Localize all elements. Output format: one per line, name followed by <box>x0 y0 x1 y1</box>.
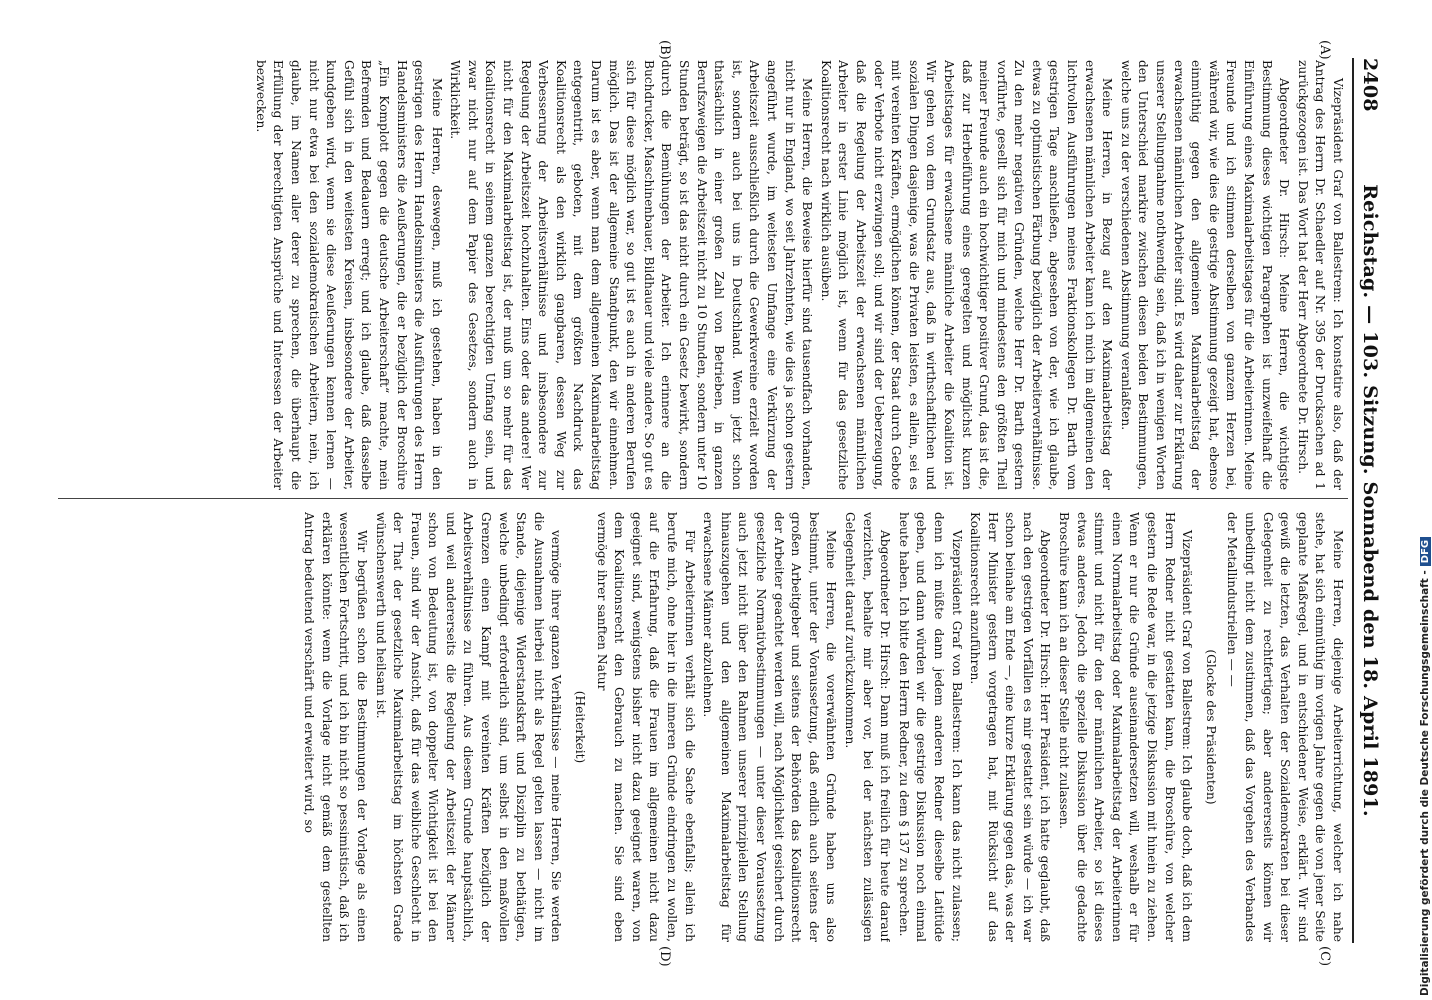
paragraph: Abgeordneter Dr. Hirsch: Herr Präsident, ich hatte geglaubt, daß nach den gestrigen Vorfällen es mir gestattet sein würde — ich war schon beinahe am Ende —, eine kurze Erklärung gegen das, was der Herr Minister gestern vorgetragen hat, mit Rücksicht auf das Koalitionsrecht anzuführen. <box>968 512 1053 942</box>
paragraph: Meine Herren, in Bezug auf den Maximalarbeitstag der erwachsenen männlichen Arbeiter kann ich mich im allgemeinen den lichtvollen Ausführungen meines Fraktionskollegen Dr. Barth vom gestrigen Tage anschließen, abgesehen von der, wie ich glaube, etwas zu optimistischen Färbung bezüglich der Arbeiterverhältnisse. Zu den mehr negativen Gründen, welche Herr Dr. Barth gestern vorführte, gesellt sich für mich und mindestens den größten Theil meiner Freunde auch ein hochwichtiger positiver Grund, das ist die, daß zur Herbeiführung eines geregelten und möglichst kurzen Arbeitstages für erwachsene männliche Arbeiter die Koalition ist. Wir gehen von dem Grundsatz aus, daß in wirthschaftlichen und sozialen Dingen dasjenige, was die Privaten leisten, es allein, sei es mit vereinten Kräften, ermöglichen können, der Staat durch Gebote oder Verbote nicht erzwingen soll; und wir sind der Ueberzeugung, daß die Regelung der Arbeitszeit der erwachsenen männlichen Arbeiter in erster Linie möglich ist, wenn für das gesetzliche Koalitionsrecht nach wirklich ausüben. <box>818 60 1115 490</box>
margin-marker-c: (C) <box>1317 946 1332 967</box>
paragraph: vermöge ihrer ganzen Verhältnisse — meine Herren, Sie werden die Ausnahmen hierbei nicht als Regel gelten lassen — nicht im Stande, diejenige Widerstandskraft und Disziplin zu bethätigen, welche unbedingt erforderlich sind, um selbst in den maßvollen Grenzen einen Kampf mit vereinten Kräften bezüglich der Arbeitsverhältnisse zu führen. Aus diesem Grunde hauptsächlich, und weil andererseits die Regelung der Arbeitszeit der Männer schon von Bedeutung ist, von doppelter Wichtigkeit ist bei den Frauen, sind wir der Ansicht, daß für das weibliche Geschlecht in der That der gesetzliche Maximalarbeitstag im höchsten Grade wünschenswerth und heilsam ist. <box>373 512 564 942</box>
column-divider <box>58 498 1348 499</box>
dfg-logo: DFG <box>1420 537 1431 566</box>
margin-marker-d: (D) <box>657 946 672 967</box>
header-rule <box>1352 58 1354 943</box>
paragraph: Meine Herren, die Beweise hierfür sind tausendfach vorhanden, nicht nur in England, wo seit Jahrzehnten, wie dies ja schon gestern angeführt wurde, im weitesten Umfange eine Verkürzung der Arbeitszeit ausschließlich durch die Gewerkvereine erzielt worden ist, sondern auch bei uns in Deutschland. Wenn jetzt schon thatsächlich in einer großen Zahl von Betrieben, in ganzen Berufszweigen die Arbeitszeit nicht zu 10 Stunden, sondern unter 10 Stunden beträgt, so ist das nicht durch ein Gesetz bewirkt, sondern durch die Bemühungen der Arbeiter. Ich erinnere an die Buchdrucker, Maschinenbauer, Bildhauer und viele andere. So gut es sich für diese möglich war, so gut ist es auch in anderen Berufen möglich. Das ist der allgemeine Standpunkt, den wir einnehmen. Darum ist es aber, wenn man dem allgemeinen Maximalarbeitstag entgegentritt, geboten, mit dem größten Nachdruck das Koalitionsrecht als den wirklich gangbaren, dessen Weg zur Verbesserung der Arbeitsverhältnisse und insbesondere zur Regelung der Arbeitszeit hochzuhalten. Eins oder das andere! Wer nicht für den Maximalarbeitstag ist, der muß um so mehr für das Koalitionsrecht in seinem ganzen berechtigten Umfang sein, und zwar nicht nur auf dem Papier des Gesetzes, sondern auch in Wirklichkeit. <box>448 60 815 490</box>
laughter-note: (Heiterkeit) <box>573 690 588 764</box>
paragraph: Vizepräsident Graf von Ballestrem: Ich glaube doch, daß ich dem Herrn Redner nicht gestatten kann, die Broschüre, von welcher gestern die Rede war, in die jetzige Diskussion mit hinein zu ziehen. Wenn er nur die Gründe auseinandersetzen will, weshalb er für einen Normalarbeitstag oder Maximalarbeitstag der Arbeiterinnen stimmt und nicht für den der männlichen Arbeiter, so ist dieses etwas anderes. Jedoch die spezielle Diskussion über die gedachte Broschüre kann ich an dieser Stelle nicht zulassen. <box>1057 512 1195 942</box>
paragraph: Für Arbeiterinnen verhält sich die Sache ebenfalls; allein ich berufe mich, ohne hier in die inneren Gründe eindringen zu wollen, auf die Erfahrung, daß die Frauen im allgemeinen nicht dazu geeignet sind, wenigstens bisher nicht dazu geeignet waren, von dem Koalitionsrecht den Gebrauch zu machen. Sie sind eben vermöge ihrer sanften Natur <box>594 512 697 942</box>
running-title: Reichstag. — 103. Sitzung. Sonnabend den 18. April 1891. <box>1359 184 1381 817</box>
paragraph: Abgeordneter Dr. Hirsch: Dann muß ich freilich für heute darauf verzichten, behalte mir aber vor, bei der nächsten zulässigen Gelegenheit darauf zurückzukommen. <box>842 512 893 942</box>
left-column <box>56 60 1346 490</box>
digitization-credit <box>1419 537 1431 996</box>
paragraph: Vizepräsident Graf von Ballestrem: Ich kann das nicht zulassen; denn ich müßte dann jedem anderen Redner dieselbe Latitüde geben, und dann würden wir die gestrige Diskussion noch einmal heute haben. Ich bitte den Herrn Redner, zu dem § 137 zu sprechen. <box>896 512 964 942</box>
running-header <box>1356 58 1384 943</box>
digitization-credit-text: Digitalisierung gefördert durch die Deutsche Forschungsgemeinschaft - <box>1419 570 1431 996</box>
page-number: 2408 <box>1359 58 1381 112</box>
paragraph: Meine Herren, deswegen, muß ich gestehen, haben in den gestrigen des Herrn Handelsministers die Ausführungen des Herrn Handelsministers die Aeußerungen, die er bezüglich der Broschüre „Ein Komplott gegen die deutsche Arbeiterschaft“ machte, mein Befremden und Bedauern erregt; und ich glaube, daß dasselbe Gefühl sich in den weitesten Kreisen, insbesondere der Arbeiter, kundgeben wird, wenn sie diese Aeußerungen kennen lernen — nicht nur etwa bei den sozialdemokratischen Arbeitern, nein, ich glaube, im Namen aller derer zu sprechen, die überhaupt die Erfüllung der berechtigten Ansprüche und Interessen der Arbeiter bezwecken. <box>253 60 444 490</box>
paragraph: Wir begrüßen schon die Bestimmungen der Vorlage als einen wesentlichen Fortschritt, und ich bin nicht so pessimistisch, daß ich erklären könnte: wenn die Vorlage nicht gemäß dem gestellten Antrag bedeutend verschärft und erweitert wird, so <box>302 512 369 942</box>
paragraph: Meine Herren, die vorerwähnten Gründe haben uns also bestimmt, unter der Voraussetzung, daß endlich auch seitens der großen Arbeitgeber und seitens der Behörden das Koalitionsrecht der Arbeiter geachtet werden will, nach Möglichkeit gesichert durch gesetzliche Normativbestimmungen — unter dieser Voraussetzung auch jetzt nicht über den Rahmen unserer prinzipiellen Stellung hinauszugehen und den allgemeinen Maximalarbeitstag für erwachsene Männer abzulehnen. <box>701 512 839 942</box>
margin-marker-a: (A) <box>1317 40 1332 60</box>
paragraph: Meine Herren, diejenige Arbeiterrichtung, welcher ich nahe stehe, hat sich einmüthig im vorigen Jahre gegen die von jener Seite geplante Maßregel, und in entschiedener Weise, erklärt. Wir sind gewiß die letzten, das Verhalten der Sozialdemokraten bei dieser Gelegenheit zu rechtfertigen; aber andererseits können wir unbedingt nicht dem zustimmen, daß das Vorgehen des Verbandes der Metallindustriellen — — <box>1225 512 1345 942</box>
paragraph: Abgeordneter Dr. Hirsch: Meine Herren, die wichtigste Bestimmung dieses wichtigen Paragraphen ist unzweifelhaft die Einführung eines Maximalarbeitstages für die Arbeiterinnen. Meine Freunde und ich stimmen derselben von ganzem Herzen bei, während wir, wie dies die gestrige Abstimmung gezeigt hat, ebenso einmüthig gegen den allgemeinen Maximalarbeitstag der erwachsenen männlichen Arbeiter sind. Es wird daher zur Erklärung unserer Stellungnahme nothwendig sein, daß ich in wenigen Worten den Unterschied markire zwischen diesen beiden Bestimmungen, welche uns zu der verschiedenen Abstimmung veranlaßten. <box>1118 60 1292 490</box>
margin-marker-b: (B) <box>657 40 672 60</box>
right-column <box>56 512 1346 942</box>
paragraph: Vizepräsident Graf von Ballestrem: Ich konstatire also, daß der Antrag des Herrn Dr. Schaedler auf Nr. 395 der Drucksachen ad 1 zurückgezogen ist. Das Wort hat der Herr Abgeordnete Dr. Hirsch. <box>1295 60 1345 490</box>
bell-note: (Glocke des Präsidenten) <box>1203 649 1218 805</box>
